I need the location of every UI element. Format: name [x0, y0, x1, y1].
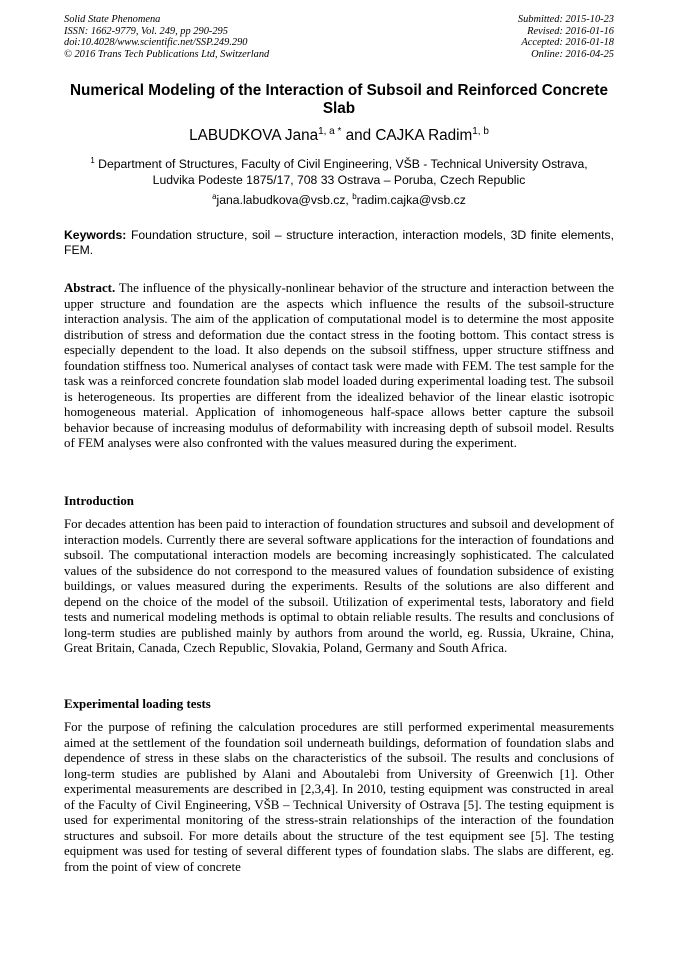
- copyright: © 2016 Trans Tech Publications Ltd, Switzerland: [64, 48, 270, 60]
- abstract-text: The influence of the physically-nonlinear behavior of the structure and interaction between the upper structure and foundation are the aspects which influence the results of the subsoil-structure interaction analysis. The aim of the application of computational model is to determine the most apposite distribution of stress and deformation due the contact stress in the footing bottom. This contact stress is especially dependent to the load. It also depends on the subsoil stiffness, upper structure stiffness and foundation stiffness too. Numerical analyses of contact task were made with FEM. The test sample for the task was a reinforced concrete foundation slab model loaded during experimental loading test. The subsoil is heterogeneous. Its properties are different from the idealized behavior of the linear elastic isotropic homogeneous material. Application of inhomogeneous half-space allows better capture the subsoil behavior because of increasing modulus of deformability with increasing depth of subsoil model. Results of FEM analyses were also confronted with the values measured during the experiment.: [64, 281, 614, 450]
- keywords-label: Keywords:: [64, 228, 127, 242]
- journal-name: Solid State Phenomena: [64, 14, 161, 25]
- doi[interactable]: doi:10.4028/www.scientific.net/SSP.249.290: [64, 37, 248, 49]
- author-1: LABUDKOVA Jana: [189, 127, 319, 144]
- author-conjunction: and: [345, 127, 372, 144]
- paper-title: Numerical Modeling of the Interaction of Subsoil and Reinforced Concrete Slab: [70, 82, 608, 118]
- journal-meta: [64, 14, 269, 60]
- affiliation-line-2: Ludvika Podeste 1875/17, 708 33 Ostrava – Poruba, Czech Republic: [152, 173, 526, 188]
- author-2-affil: 1, b: [472, 125, 489, 137]
- email-b-marker: b: [352, 191, 357, 201]
- accepted-date: Accepted: 2016-01-18: [521, 37, 614, 49]
- author-2: CAJKA Radim: [375, 127, 473, 144]
- email-b[interactable]: radim.cajka@vsb.cz: [356, 193, 466, 207]
- email-a-marker: a: [212, 191, 217, 201]
- affiliation: [64, 156, 614, 188]
- abstract-label: Abstract.: [64, 281, 116, 295]
- abstract: [64, 281, 614, 452]
- email-a[interactable]: jana.labudkova@vsb.cz,: [216, 193, 349, 207]
- submitted-date: Submitted: 2015-10-23: [517, 14, 614, 25]
- introduction-text: For decades attention has been paid to interaction of foundation structures and subsoil and development of interaction models. Currently there are several software applications for the interaction of foundations and subsoil. The computational interaction models are becoming increasingly sophisticated. The calculated values of the subsidence do not correspond to the measured values of foundation subsidence of existing buildings, or values measured during the experiments. Results of the solutions are also different and depend on the choice of the model of the subsoil. Utilization of experimental tests, laboratory and field tests and numerical modeling methods is optimal to obtain reliable results. The results and conclusions of long-term studies are published mainly by authors from around the world, eg. Russia, Ukraine, China, Great Britain, Canada, Czech Republic, Slovakia, Poland, Germany and South Africa.: [64, 517, 614, 655]
- experimental-heading: Experimental loading tests: [64, 697, 211, 711]
- experimental-text: For the purpose of refining the calculation procedures are still performed experimental measurements aimed at the settlement of the foundation soil underneath buildings, deformation of foundation slabs and dependence of stress in these slabs on the characteristics of the subsoil. The results and conclusions of long-term studies are published by Alani and Aboutalebi from University of Greenwich [1]. Other experimental measurements are described in [2,3,4]. In 2010, testing equipment was constructed in areal of the Faculty of Civil Engineering, VŠB – Technical University of Ostrava [5]. The testing equipment is used for experimental monitoring of the stress-strain relationships of the interaction of the foundation structures and subsoil. For more details about the structure of the test equipment see [5]. The testing equipment was used for testing of several different types of foundation slabs. The slabs are different, eg. from the point of view of concrete: [64, 720, 614, 874]
- emails: [64, 192, 614, 208]
- issn: ISSN: 1662-9779, Vol. 249, pp 290-295: [64, 25, 228, 37]
- introduction-heading: Introduction: [64, 494, 134, 508]
- author-line: [64, 127, 614, 145]
- keywords: [64, 228, 614, 259]
- revised-date: Revised: 2016-01-16: [527, 25, 614, 37]
- online-date: Online: 2016-04-25: [531, 48, 614, 60]
- author-1-affil: 1, a *: [318, 125, 342, 137]
- keywords-text: Foundation structure, soil – structure interaction, interaction models, 3D finite elements, FEM.: [64, 228, 614, 258]
- dates-meta: [518, 14, 614, 60]
- affiliation-line-1: Department of Structures, Faculty of Civil Engineering, VŠB - Technical University Ostrava,: [98, 157, 588, 171]
- affiliation-marker: 1: [90, 155, 95, 165]
